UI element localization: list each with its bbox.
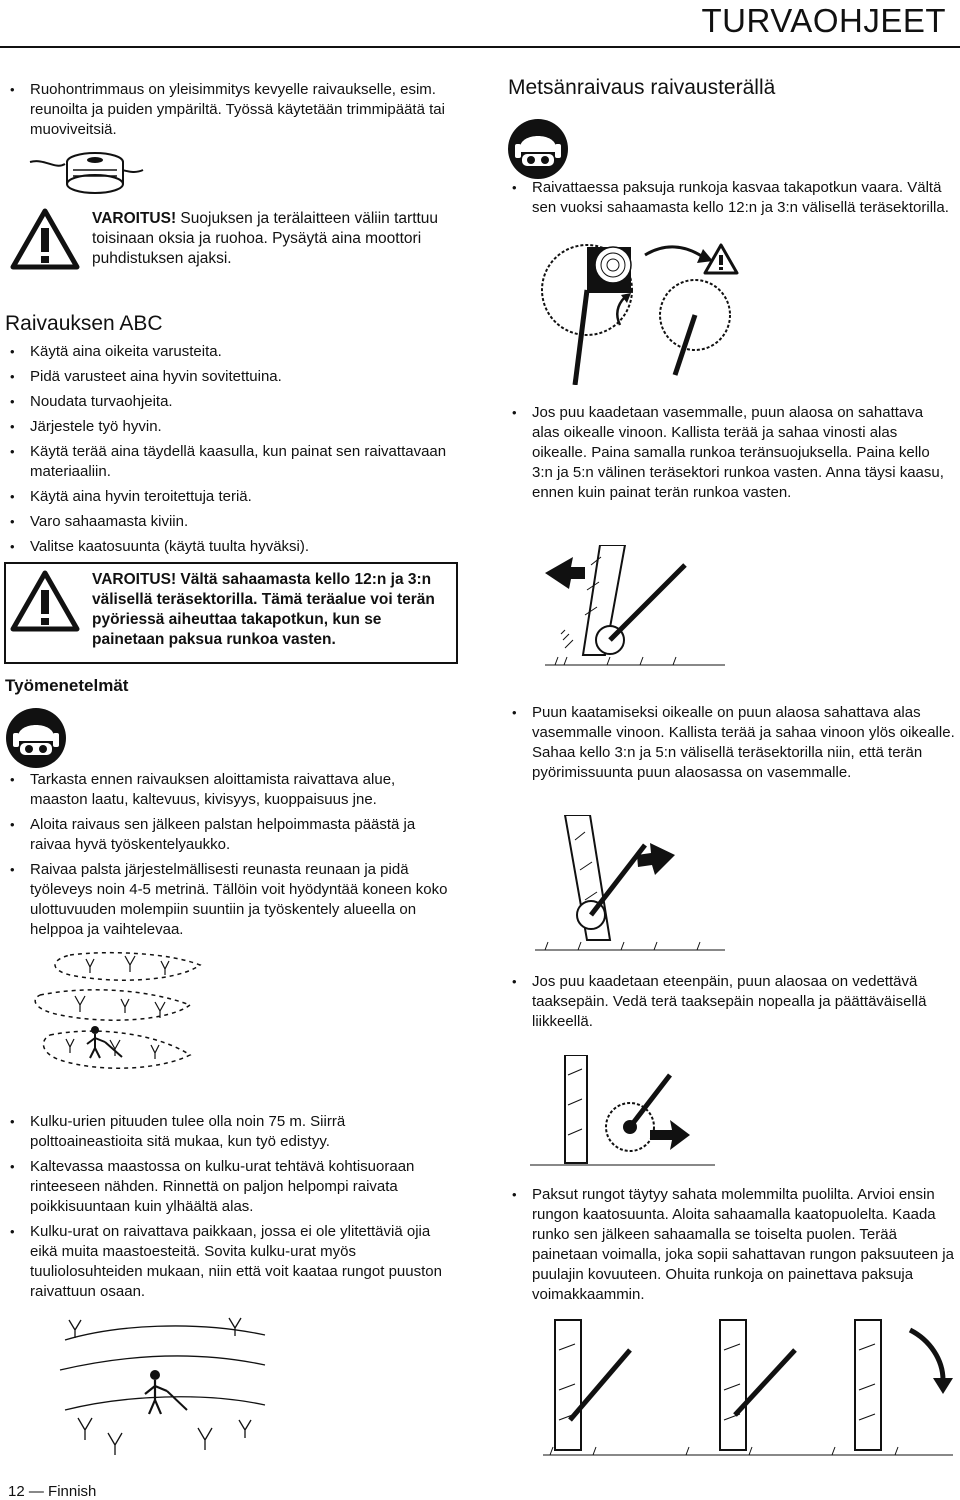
list-item: • Käytä aina oikeita varusteita.	[8, 342, 448, 362]
list-item: • Raivaa palsta järjestelmällisesti reunasta reunaan ja pidä työleveys noin 4-5 metrinä. Tällöin voit hyödyntää koneen koko ulottuvuuden molempiin suuntiin ja työskentely alueella on helppoa ja vaihtelevaa.	[8, 860, 453, 940]
clearing-pattern-illustration	[30, 945, 210, 1080]
warning-triangle-icon	[10, 570, 80, 632]
warning-1	[92, 209, 442, 269]
methods-list	[8, 770, 453, 945]
warning-triangle-icon	[10, 208, 80, 270]
title-rule	[0, 46, 960, 48]
methods-section	[5, 676, 455, 696]
list-item: • Raivattaessa paksuja runkoja kasvaa takapotkun vaara. Vältä sen vuoksi sahaamasta kello 12:n ja 3:n välisellä teräsektorilla.	[510, 178, 950, 218]
footer-language: Finnish	[48, 1483, 97, 1500]
intro-section	[8, 80, 448, 145]
list-item: • Käytä aina hyvin teroitettuja teriä.	[8, 487, 448, 507]
list-item: • Käytä terää aina täydellä kaasulla, kun painat sen raivattavaan materiaaliin.	[8, 442, 448, 482]
warning-2-text: Vältä sahaamasta kello 12:n ja 3:n välisellä teräsektorilla. Tämä teräalue voi terän pyöriessä aiheuttaa takapotkun, kun se painetaan paksua runkoa vasten.	[92, 571, 435, 648]
fell-forward-illustration	[520, 1055, 720, 1175]
list-item: • Tarkasta ennen raivauksen aloittamista raivattava alue, maaston laatu, kaltevuus, kivisyys, kuoppaisuus jne.	[8, 770, 453, 810]
list-item: • Noudata turvaohjeita.	[8, 392, 448, 412]
fell-right-illustration	[525, 815, 735, 960]
warning-1-text: Suojuksen ja terälaitteen väliin tarttuu toisinaan oksia ja ruohoa. Pysäytä aina moottori puhdistuksen ajaksi.	[92, 210, 439, 267]
abc-heading: Raivauksen ABC	[5, 312, 163, 335]
list-item: • Kulku-urien pituuden tulee olla noin 75 m. Siirrä polttoaineastioita sitä mukaa, kun työ edistyy.	[8, 1112, 453, 1152]
list-item: • Pidä varusteet aina hyvin sovitettuina.	[8, 367, 448, 387]
slope-clearing-illustration	[55, 1310, 270, 1460]
list-item: • Puun kaatamiseksi oikealle on puun alaosa sahattava alas vasemmalle vinoon. Kallista terää ja sahaa vinoon ylös oikealle. Sahaa kello 3:n ja 5:n välisellä teräsektorilla niin, että terän pyörimissuunta puun alaosassa on vasemmalle.	[510, 703, 955, 783]
fell-left-illustration	[525, 545, 735, 675]
warning-1-label: VAROITUS!	[92, 210, 177, 227]
list-item: • Aloita raivaus sen jälkeen palstan helpoimmasta päästä ja raivaa hyvä työskentelyaukko.	[8, 815, 453, 855]
page-footer	[8, 1483, 96, 1500]
list-item: • Jos puu kaadetaan vasemmalle, puun alaosa on sahattava alas oikealle vinoon. Kallista terää ja sahaa vinosti alas oikealle. Paina samalla runkoa teränsuojuksella. Paina kello 3:n ja 5:n välinen teräsektori runkoa vasten. Anna täysi kaasu, ennen kuin painat terän runkoa vasten.	[510, 403, 950, 503]
list-item: • Paksut rungot täytyy sahata molemmilta puolilta. Arvioi ensin rungon kaatosuunta. Aloita sahaamalla kaatopuolelta. Kaada runko sen jälkeen sahaamalla se toiselta puolen. Terää painetaan voimalla, joka sopii sahattavan rungon paksuuteen ja puulajin kovuuteen. Ohuita runkoja on painettava paksuja voimakkaammin.	[510, 1185, 955, 1305]
right-bullet-5	[510, 1185, 955, 1310]
list-item: • Kulku-urat on raivattava paikkaan, jossa ei ole ylitettäviä ojia eikä muita maastoesteitä. Sovita kulku-urat myös tuuliolosuhteiden mukaan, niin että voit kaataa rungot puuston raivattuun osaan.	[8, 1222, 453, 1302]
right-bullet-1	[510, 178, 950, 223]
path-list	[8, 1112, 453, 1307]
kickback-sector-illustration	[525, 235, 745, 385]
abc-section	[5, 312, 455, 336]
protective-gear-icon	[507, 118, 569, 180]
list-item: • Valitse kaatosuunta (käytä tuulta hyväksi).	[8, 537, 448, 557]
warning-2	[92, 570, 447, 650]
list-item: • Järjestele työ hyvin.	[8, 417, 448, 437]
list-item: • Varo sahaamasta kiviin.	[8, 512, 448, 532]
page-number: 12	[8, 1483, 25, 1500]
page-title: TURVAOHJEET	[701, 2, 946, 39]
intro-bullet: • Ruohontrimmaus on yleisimmitys kevyelle raivaukselle, esim. reunoilta ja puiden ympäriltä. Työssä käytetään trimmipäätä tai muoviveitsiä.	[8, 80, 448, 140]
protective-gear-icon	[5, 707, 67, 769]
right-bullet-4	[510, 972, 955, 1037]
abc-list	[8, 342, 448, 562]
right-heading-wrap	[508, 76, 948, 100]
methods-heading: Työmenetelmät	[5, 676, 129, 695]
list-item: • Jos puu kaadetaan eteenpäin, puun alaosaa on vedettävä taaksepäin. Vedä terä taaksepäin nopealla ja päättäväisellä liikkeellä.	[510, 972, 955, 1032]
thick-trunk-illustration	[535, 1310, 955, 1470]
footer-dash: —	[28, 1483, 44, 1500]
right-bullet-2	[510, 403, 950, 508]
trimmer-head-illustration	[25, 140, 150, 205]
list-item: • Kaltevassa maastossa on kulku-urat tehtävä kohtisuoraan rinteeseen nähden. Rinnettä on paljon helpompi raivata poikkisuuntaan kuin ylhäältä alas.	[8, 1157, 453, 1217]
warning-2-label: VAROITUS!	[92, 571, 177, 588]
forest-clearing-heading: Metsänraivaus raivausterällä	[508, 76, 776, 99]
right-bullet-3	[510, 703, 955, 788]
